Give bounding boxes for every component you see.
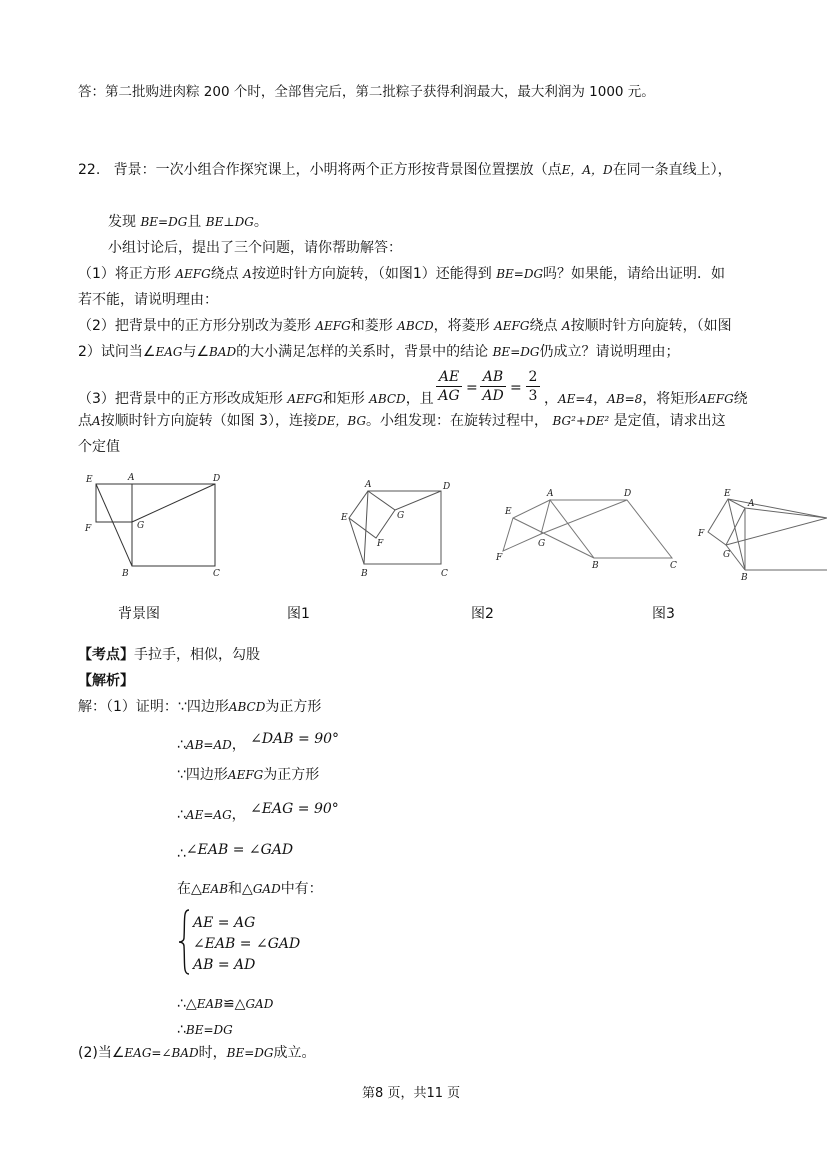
q22-discover-perp: BE⊥DG [205,215,254,229]
f1-label-f: F [377,539,384,549]
q22-discover-text: 发现 [108,214,136,230]
sol-l9-eq2: BE=DG [226,1046,274,1060]
sol-line7 [177,993,273,1015]
p3-text-j: 是定值，请求出这 [613,413,726,429]
sol-l6-c: 中有： [280,881,323,897]
system-eq-3: AB = AD [193,957,256,973]
p1-shape: AEFG [175,267,211,281]
p3-equals-2: = [510,380,522,396]
sol-l4-comma: ， [231,807,246,823]
q22-part1-line2: 若不能，请说明理由： [78,292,218,308]
f3-line-gd [726,518,827,545]
sol-l7-a: ∴△ [177,996,197,1012]
sol-l7-tri2: GAD [245,997,274,1011]
sol-l9-eq: EAG=∠BAD [124,1046,199,1060]
q22-part2-line2 [78,341,679,363]
p3-ae: AE=4 [558,392,594,406]
q22-discover-eq: BE=DG [140,215,188,229]
system-brace [178,908,192,976]
f3-label-e: E [724,489,731,499]
geometry-figures [0,468,827,598]
figure-1 [349,491,441,564]
q22-part3-line2 [78,410,726,432]
p3-text-b: 和矩形 [322,391,365,407]
bg-label-g: G [137,521,145,531]
footer-total-pages: 11 [426,1086,443,1101]
f3-rect-aefg [708,499,745,545]
jiexi-label: 【解析】 [78,673,134,689]
p1-point: A [243,267,252,281]
f1-square-aefg [349,491,395,538]
bg-label-c: C [213,569,220,579]
caption-figure3: 图3 [652,606,675,622]
sol-l2-eq: AB=AD [185,738,232,752]
p2-text-e: 按顺时针方向旋转，（如图 [570,318,732,334]
p3-ab: AB=8 [607,392,643,406]
p3-text-g: 点 [78,413,92,429]
kaodian-line [78,644,260,666]
p2-text-i: 仍成立？请说明理由； [539,344,680,360]
caption-figure2: 图2 [471,606,494,622]
sol-l5-therefore: ∴ [177,846,186,862]
sol-l6-a: 在△ [177,881,202,897]
sol-l7-congruent: ≌△ [222,996,246,1012]
p2-text-d: 绕点 [529,318,558,334]
q22-background-text: 背景：一次小组合作探究课上，小明将两个正方形按背景图位置摆放（点 [113,162,562,178]
sol-l6-tri2: GAD [252,882,281,896]
sol-l6-tri1: EAB [201,882,229,896]
q22-discover-and: 且 [187,214,202,230]
p1-text-b: 绕点 [210,266,239,282]
caption-figure1: 图1 [287,606,310,622]
p3-equals-1: = [466,380,478,396]
p3-point: A [92,414,101,428]
f1-label-g: G [397,511,405,521]
p3-frac2-num: AB [482,369,504,385]
bg-square-aefg [96,484,132,522]
f1-line-gd [395,491,441,510]
kaodian-label: 【考点】 [78,647,134,663]
page-footer [362,1082,460,1101]
p3-text-i: 。小组发现：在旋转过程中， [366,413,549,429]
p3-frac3-den: 3 [528,388,538,404]
q22-part3-line1-tail [544,388,748,410]
f1-label-a: A [365,480,372,490]
sol-l2-therefore: ∴ [177,737,186,753]
bg-line-gd [132,484,215,522]
sol-l8-therefore: ∴ [177,1022,186,1038]
p2-text-h: 的大小满足怎样的关系时，背景中的结论 [236,344,489,360]
q22-number: 22. [78,162,101,178]
sol-line8 [177,1019,233,1041]
p3-shape3: AEFG [698,392,734,406]
f1-line-eb [349,518,364,564]
bg-square-abcd [132,484,215,566]
bg-label-d: D [213,474,221,484]
sol-l6-b: 和△ [228,881,253,897]
system-eq-1: AE = AG [193,915,256,931]
q22-part1-line1 [78,263,725,285]
p3-expression: BG²+DE² [552,414,610,428]
sol-l3-shape: AEFG [227,768,264,782]
q22-background-end: 在同一条直线上）， [612,162,732,178]
f3-line-de [728,499,827,518]
p1-eq: BE=DG [496,267,544,281]
p2-angle2: BAD [209,345,237,359]
f2-label-g: G [538,539,546,549]
bg-label-e: E [86,475,93,485]
p3-text-a: （3）把背景中的正方形改成矩形 [78,391,283,407]
p3-fraction-ab-ad [480,368,506,405]
f3-label-a: A [748,499,755,509]
f2-label-d: D [624,489,632,499]
p2-text-f: 2）试问当∠ [78,344,156,360]
sol-l4-angle: ∠EAG = 90° [250,801,339,817]
p2-text-b: 和菱形 [350,318,393,334]
p3-text-d: ， [544,391,558,407]
p3-text-c: ，且 [405,391,434,407]
p3-frac2-den: AD [482,388,504,404]
p2-text-c: ，将菱形 [433,318,490,334]
sol-line1 [78,696,321,718]
kaodian-text: 手拉手，相似，勾股 [134,647,260,663]
p3-text-h: 按顺时针方向旋转（如图 3），连接 [100,413,318,429]
q22-discussion: 小组讨论后，提出了三个问题，请你帮助解答： [108,240,402,256]
f3-label-b: B [741,573,748,583]
sol-l3-a: ∵四边形 [177,767,228,783]
f2-line-eb [513,518,594,558]
sol-l1-shape: ABCD [228,700,266,714]
p3-text-f: 绕 [733,391,748,407]
f1-label-c: C [441,569,448,579]
p2-shape1: AEFG [315,319,351,333]
bg-label-a: A [128,473,135,483]
p2-text-a: （2）把背景中的正方形分别改为菱形 [78,318,311,334]
footer-suffix: 页 [447,1086,461,1101]
p3-de-bg: DE，BG [317,414,367,428]
caption-background: 背景图 [118,606,160,622]
system-eq-2: ∠EAB = ∠GAD [193,936,301,952]
bg-line-eb [96,484,132,566]
q22-line1 [78,159,732,181]
f3-line-ad [745,508,827,518]
f3-label-g: G [723,550,731,560]
f2-label-c: C [670,561,677,571]
sol-l4-therefore: ∴ [177,807,186,823]
sol-l2-angle: ∠DAB = 90° [250,731,340,747]
p2-shape2: ABCD [397,319,434,333]
p2-point: A [561,319,571,333]
sol-l4-eq: AE=AG [185,808,232,822]
f1-label-e: E [341,513,348,523]
p3-frac1-num: AE [438,369,460,385]
p1-text-c: 按逆时针方向旋转，（如图1）还能得到 [251,266,492,282]
q22-background-points: E，A，D [561,163,613,177]
bg-label-b: B [122,569,129,579]
sol-line3 [177,764,319,786]
p3-frac3-num: 2 [528,369,538,385]
sol-l9-c: 成立。 [273,1045,316,1061]
p3-shape2: ABCD [369,392,406,406]
f1-label-b: B [361,569,368,579]
p1-text-a: （1）将正方形 [78,266,171,282]
figure-2 [503,500,672,558]
f2-rhombus-abcd [550,500,672,558]
p3-fraction-ae-ag [436,368,462,405]
sol-l2-comma: ， [231,737,246,753]
sol-l1-a: 解：（1）证明：∵四边形 [78,699,229,715]
sol-l5-eq: ∠EAB = ∠GAD [185,842,294,858]
p3-text-e: ，将矩形 [642,391,699,407]
p2-text-g: 与∠ [182,344,210,360]
f2-label-e: E [505,507,512,517]
p2-shape3: AEFG [494,319,530,333]
bg-label-f: F [85,524,92,534]
sol-line5 [177,843,293,865]
sol-l8-eq: BE=DG [185,1023,233,1037]
q22-part2-line1 [78,315,732,337]
p3-comma: ， [593,391,608,407]
p3-fraction-2-3 [526,368,540,405]
q22-discover-end: 。 [253,214,268,230]
sol-line2 [177,731,340,756]
sol-line6 [177,878,323,900]
footer-prefix: 第 [362,1086,376,1101]
sol-l7-tri1: EAB [196,997,223,1011]
p2-eq: BE=DG [492,345,540,359]
f2-label-b: B [592,561,599,571]
p1-text-d: 吗？如果能，请给出证明．如 [543,266,726,282]
f1-square-abcd [364,491,441,564]
q22-part3-line3: 个定值 [78,439,120,455]
f2-label-a: A [547,489,554,499]
f2-label-f: F [496,553,503,563]
sol-l1-b: 为正方形 [265,699,322,715]
p3-frac1-den: AG [438,388,460,404]
sol-l9-b: 时， [198,1045,227,1061]
bg-labels [84,473,220,579]
answer-line: 答：第二批购进肉粽 200 个时，全部售完后，第二批粽子获得利润最大，最大利润为 1000 元。 [78,84,655,100]
sol-line4 [177,801,339,826]
q22-part3-line1 [78,388,434,410]
f1-label-d: D [443,482,451,492]
footer-middle: 页，共 [387,1086,427,1101]
p2-angle1: EAG [155,345,183,359]
background-figure [96,484,215,566]
footer-page-number: 8 [375,1086,384,1101]
sol-line9 [78,1042,315,1064]
sol-l9-a: (2)当∠ [78,1045,125,1061]
q22-discover-line [108,211,268,233]
f3-label-f: F [698,529,705,539]
p3-shape1: AEFG [287,392,323,406]
sol-l3-b: 为正方形 [263,767,320,783]
